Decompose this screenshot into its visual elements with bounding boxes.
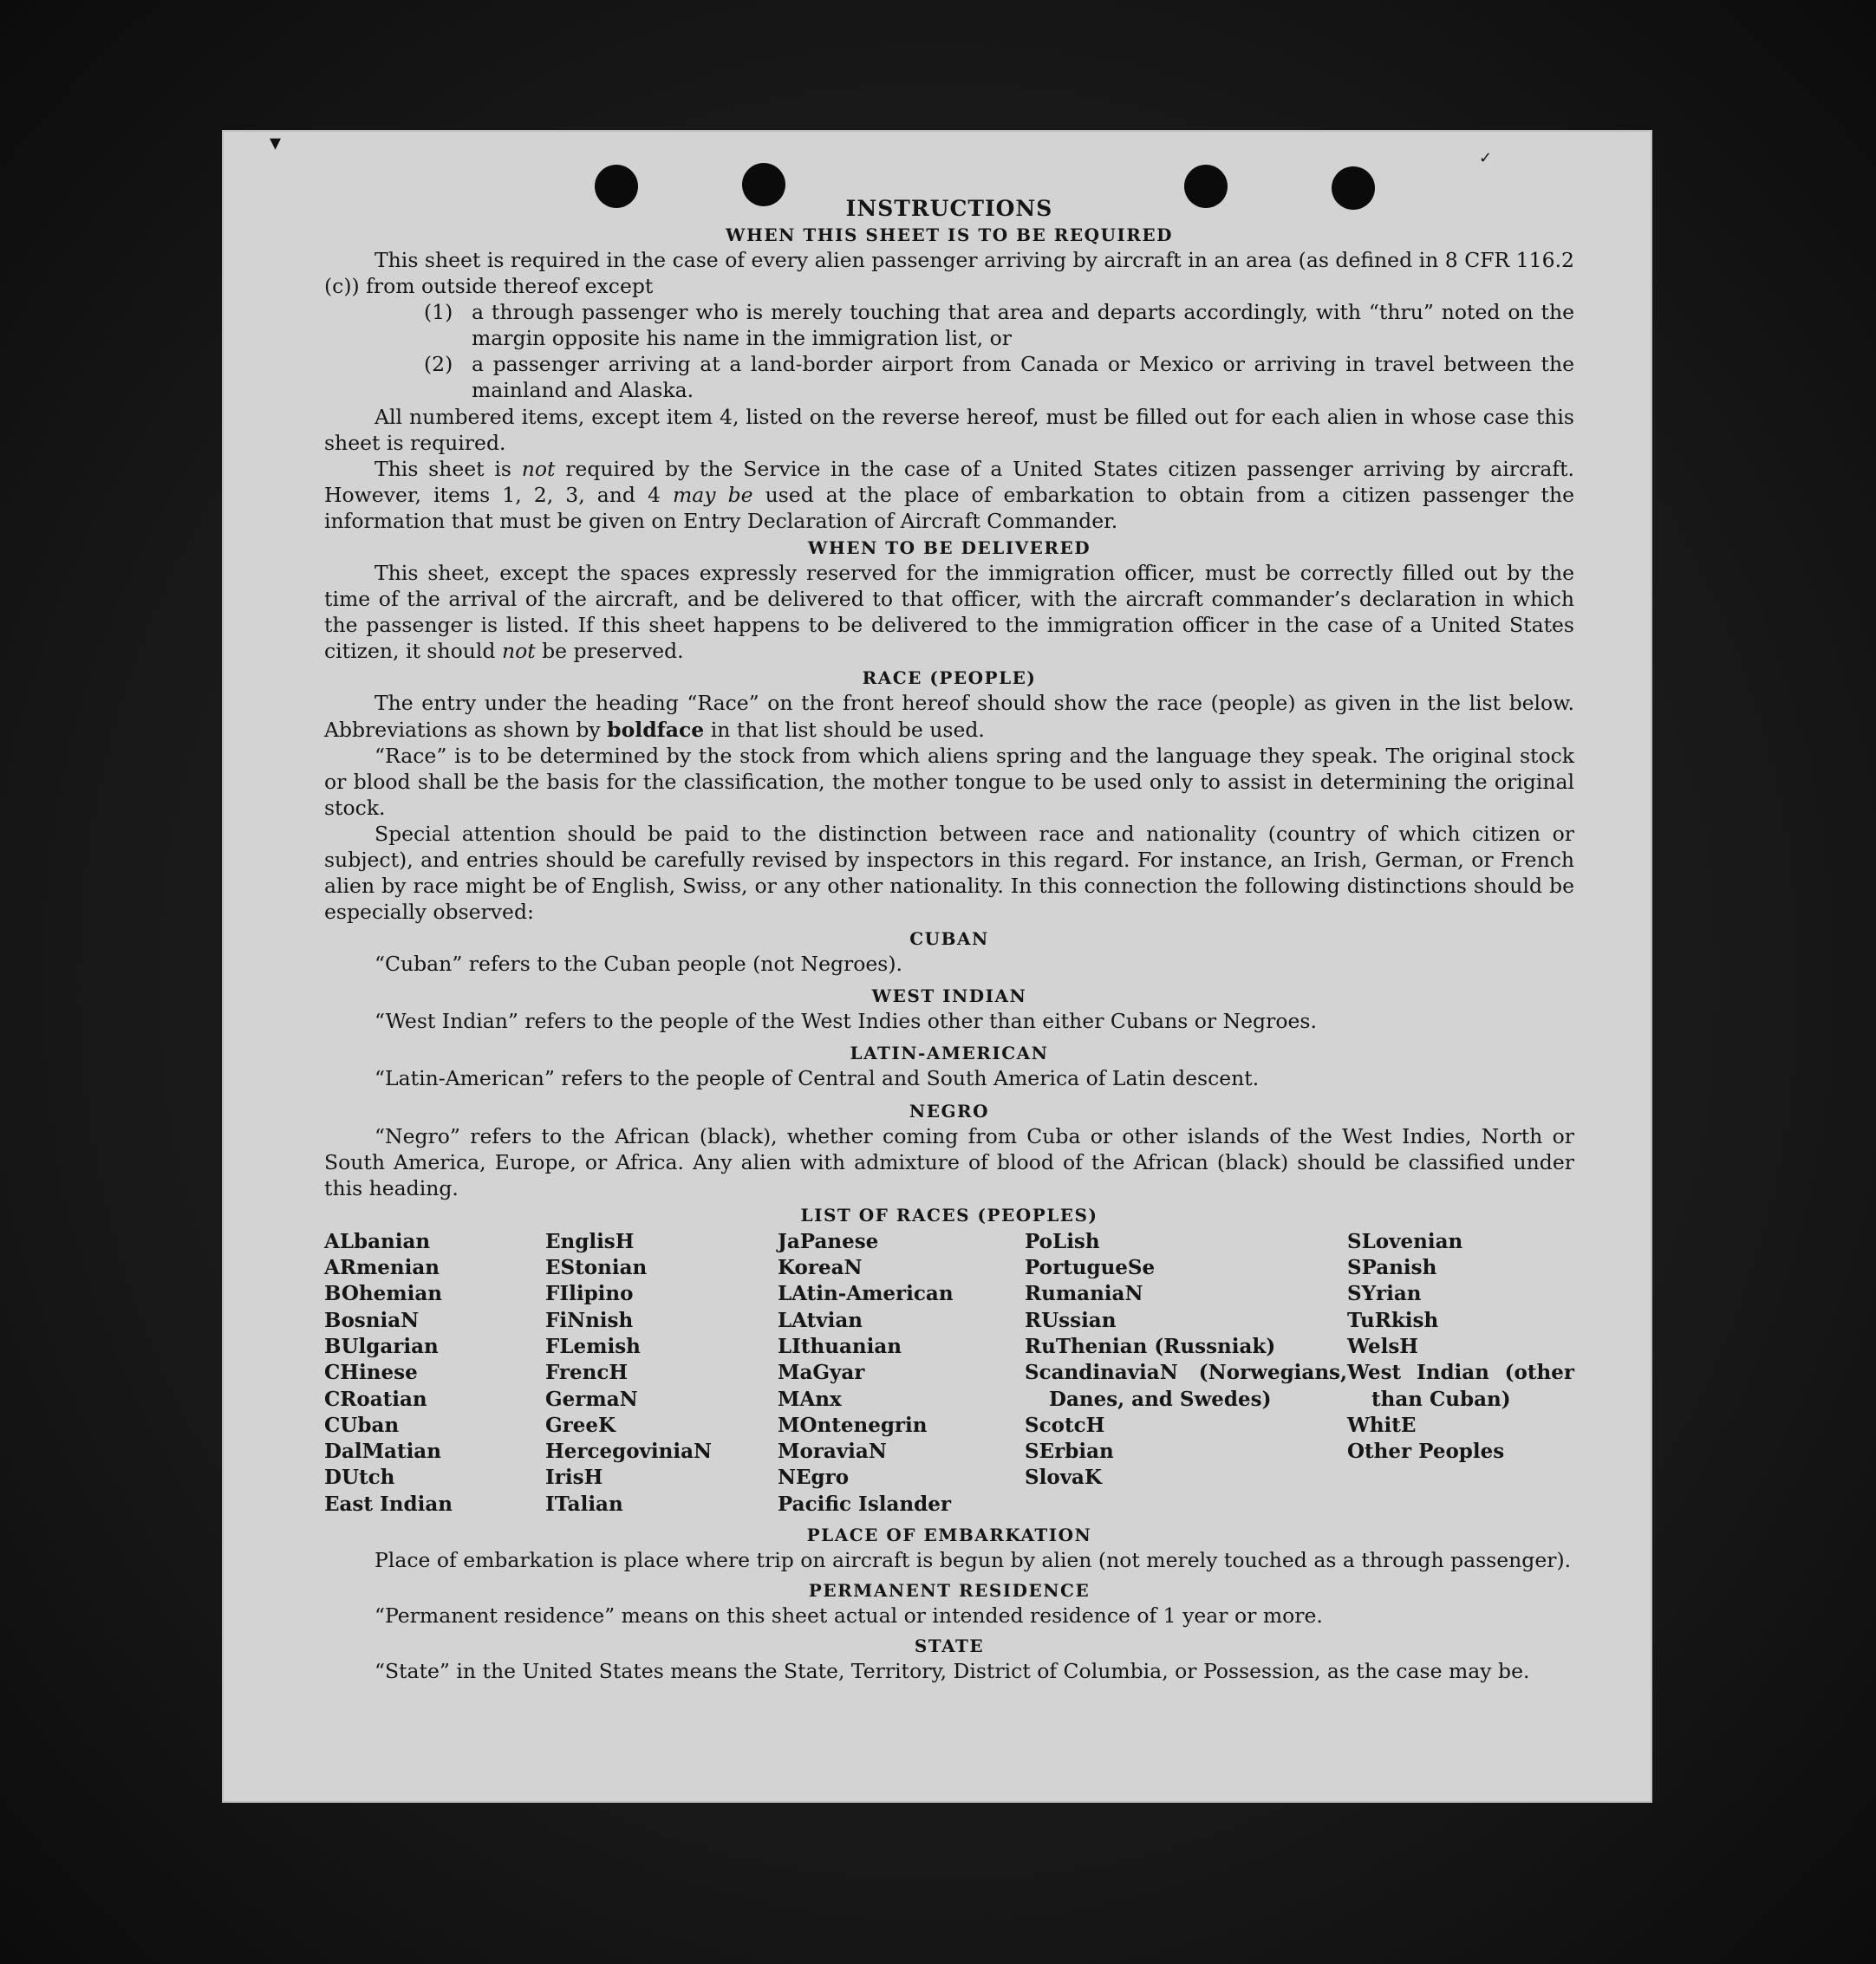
race-list-grid <box>324 1229 1574 1518</box>
race-list-item: FIlipino <box>545 1282 634 1306</box>
race-list-item: FLemish <box>545 1335 641 1358</box>
race-list-item: RUssian <box>1025 1308 1117 1332</box>
race-list-item: EStonian <box>545 1256 648 1280</box>
race-list-item: DalMatian <box>324 1440 441 1464</box>
race-list-item: PortugueSe <box>1025 1256 1156 1280</box>
section-heading-negro: NEGRO <box>909 1100 990 1122</box>
race-list-item: MAnx <box>778 1387 842 1411</box>
race-list-item: DUtch <box>324 1466 395 1490</box>
paragraph-embarkation: Place of embarkation is place where trip on aircraft is begun by alien (not merely touched as a through passenger). <box>375 1548 1572 1573</box>
race-list-item: Pacific Islander <box>778 1492 951 1516</box>
paragraph-race-nationality: Special attention should be paid to the distinction between race and nationality (country of which citizen or subject), and entries should be carefully revised by inspectors in this regard. For instance, an Irish, German, or French alien by race might be of English, Swiss, or any other nationality. In this connection the following distinctions should be especially observed: <box>324 821 1574 925</box>
scan-speck: ✓ <box>1479 149 1493 167</box>
race-list-item: ITalian <box>545 1492 623 1516</box>
text-run-bold: boldface <box>607 717 705 742</box>
paragraph-race-definition: “Race” is to be determined by the stock from which aliens spring and the language they speak. The original stock or blood shall be the basis for the classification, the mother tongue to be used only to assist in determining the original stock. <box>324 743 1574 820</box>
text-run: This sheet is <box>375 456 522 481</box>
paragraph-west-indian: “West Indian” refers to the people of the West Indies other than either Cubans or Negroes. <box>375 1009 1317 1034</box>
exception-text: a through passenger who is merely touching that area and departs accordingly, with “thru” noted on the margin opposite his name in the immigration list, or <box>472 300 1574 351</box>
section-heading-west-indian: WEST INDIAN <box>871 985 1027 1007</box>
race-list-item: MaGyar <box>778 1361 865 1385</box>
instructions-title: INSTRUCTIONS <box>845 196 1053 221</box>
race-column <box>545 1229 778 1518</box>
paragraph-citizen <box>324 456 1574 534</box>
race-list-item: GreeK <box>545 1413 616 1437</box>
race-list-item: SlovaK <box>1025 1466 1102 1490</box>
race-list-item: BOhemian <box>324 1282 442 1306</box>
text-run-italic: not <box>501 639 536 664</box>
text-run: be preserved. <box>535 639 684 664</box>
race-list-item: ScandinaviaN (Norwegians, Danes, and Swedes) <box>1025 1361 1347 1411</box>
race-list-item: East Indian <box>324 1492 453 1516</box>
race-list-item: ScotcH <box>1025 1413 1105 1437</box>
paragraph-latin-american: “Latin-American” refers to the people of Central and South America of Latin descent. <box>375 1066 1260 1091</box>
section-heading-delivered: WHEN TO BE DELIVERED <box>807 537 1091 559</box>
exception-number: (1) <box>424 300 453 325</box>
text-run: required by the Service in the case of a United States citizen passenger arriving by aircraft. However, items 1, 2, 3, and 4 <box>324 456 1574 507</box>
race-list-item: West Indian (other than Cuban) <box>1347 1361 1574 1411</box>
paragraph-race-entry <box>324 690 1574 742</box>
race-column <box>1025 1229 1347 1518</box>
race-list-item: GermaN <box>545 1387 638 1411</box>
section-heading-race: RACE (PEOPLE) <box>862 667 1037 689</box>
race-list-item: FrencH <box>545 1361 629 1385</box>
paragraph-numbered-items: All numbered items, except item 4, listed on the reverse hereof, must be filled out for each alien in whose case this sheet is required. <box>324 404 1574 455</box>
race-list-item: RuThenian (Russniak) <box>1025 1335 1276 1358</box>
text-run-italic: may be <box>672 482 753 507</box>
race-list-item: LAtin-American <box>778 1282 954 1306</box>
race-list-item: JaPanese <box>778 1229 879 1253</box>
race-list-item: HercegoviniaN <box>545 1440 713 1464</box>
paragraph-delivered <box>324 560 1574 664</box>
race-list-item: SPanish <box>1347 1256 1437 1280</box>
race-list-item: BUlgarian <box>324 1335 439 1358</box>
race-list-item: MoraviaN <box>778 1440 887 1464</box>
text-run: used at the place of embarkation to obtain from a citizen passenger the information that must be given on Entry Declaration of Aircraft Commander. <box>324 482 1574 533</box>
race-list-item: IrisH <box>545 1466 603 1490</box>
race-list-item: SYrian <box>1347 1282 1422 1306</box>
section-heading-list-of-races: LIST OF RACES (PEOPLES) <box>800 1204 1098 1226</box>
race-list-item: Other Peoples <box>1347 1440 1505 1464</box>
race-list-item: SErbian <box>1025 1440 1114 1464</box>
paragraph-state: “State” in the United States means the State, Territory, District of Columbia, or Possession, as the case may be. <box>375 1659 1530 1684</box>
race-list-item: NEgro <box>778 1466 850 1490</box>
paragraph-required: This sheet is required in the case of every alien passenger arriving by aircraft in an area (as defined in 8 CFR 116.2 (c)) from outside thereof except <box>324 248 1574 299</box>
paragraph-negro: “Negro” refers to the African (black), whether coming from Cuba or other islands of the West Indies, North or South America, Europe, or Africa. Any alien with admixture of blood of the African (black) should be classified under this heading. <box>324 1123 1574 1200</box>
text-run: in that list should be used. <box>704 717 985 742</box>
section-heading-cuban: CUBAN <box>909 928 989 950</box>
race-column <box>1347 1229 1574 1518</box>
race-list-item: CUban <box>324 1413 400 1437</box>
scan-speck: ▾ <box>270 130 282 156</box>
document-sheet <box>222 130 1652 1803</box>
section-heading-state: STATE <box>914 1636 985 1657</box>
race-list-item: TuRkish <box>1347 1308 1439 1332</box>
race-column <box>778 1229 1025 1518</box>
race-list-item: FiNnish <box>545 1308 634 1332</box>
race-column <box>324 1229 545 1518</box>
race-list-item: ARmenian <box>324 1256 440 1280</box>
text-run-italic: not <box>521 456 556 481</box>
race-list-item: LIthuanian <box>778 1335 902 1358</box>
race-list-item: KoreaN <box>778 1256 863 1280</box>
race-list-item: WhitE <box>1347 1413 1417 1437</box>
race-list-item: BosniaN <box>324 1308 420 1332</box>
race-list-item: PoLish <box>1025 1229 1100 1253</box>
race-list-item: WelsH <box>1347 1335 1419 1358</box>
exception-text: a passenger arriving at a land-border airport from Canada or Mexico or arriving in travel between the mainland and Alaska. <box>472 352 1574 403</box>
section-heading-embarkation: PLACE OF EMBARKATION <box>806 1525 1092 1546</box>
race-list-item: CRoatian <box>324 1387 427 1411</box>
race-list-item: CHinese <box>324 1361 418 1385</box>
section-heading-permanent-residence: PERMANENT RESIDENCE <box>808 1580 1091 1602</box>
race-list-item: SLovenian <box>1347 1229 1463 1253</box>
race-list-item: EnglisH <box>545 1229 635 1253</box>
race-list-item: ALbanian <box>324 1229 431 1253</box>
section-heading-required: WHEN THIS SHEET IS TO BE REQUIRED <box>726 224 1173 245</box>
exception-number: (2) <box>424 352 453 377</box>
exception-item-1 <box>424 299 1574 351</box>
paragraph-permanent-residence: “Permanent residence” means on this sheet actual or intended residence of 1 year or more. <box>375 1603 1323 1629</box>
text-run: The entry under the heading “Race” on the front hereof should show the race (people) as given in the list below. Abbreviations as shown by <box>324 691 1574 742</box>
instructions-content <box>324 195 1574 1684</box>
race-list-item: MOntenegrin <box>778 1413 928 1437</box>
race-list-item: LAtvian <box>778 1308 863 1332</box>
exception-item-2 <box>424 351 1574 403</box>
paragraph-cuban: “Cuban” refers to the Cuban people (not Negroes). <box>375 952 903 977</box>
text-run: This sheet, except the spaces expressly reserved for the immigration officer, must be correctly filled out by the time of the arrival of the aircraft, and be delivered to that officer, with the aircraft commander’s declaration in which the passenger is listed. If this sheet happens to be delivered to the immigration officer in the case of a United States citizen, it should <box>324 561 1574 664</box>
section-heading-latin-american: LATIN-AMERICAN <box>850 1043 1049 1064</box>
race-list-item: RumaniaN <box>1025 1282 1143 1306</box>
